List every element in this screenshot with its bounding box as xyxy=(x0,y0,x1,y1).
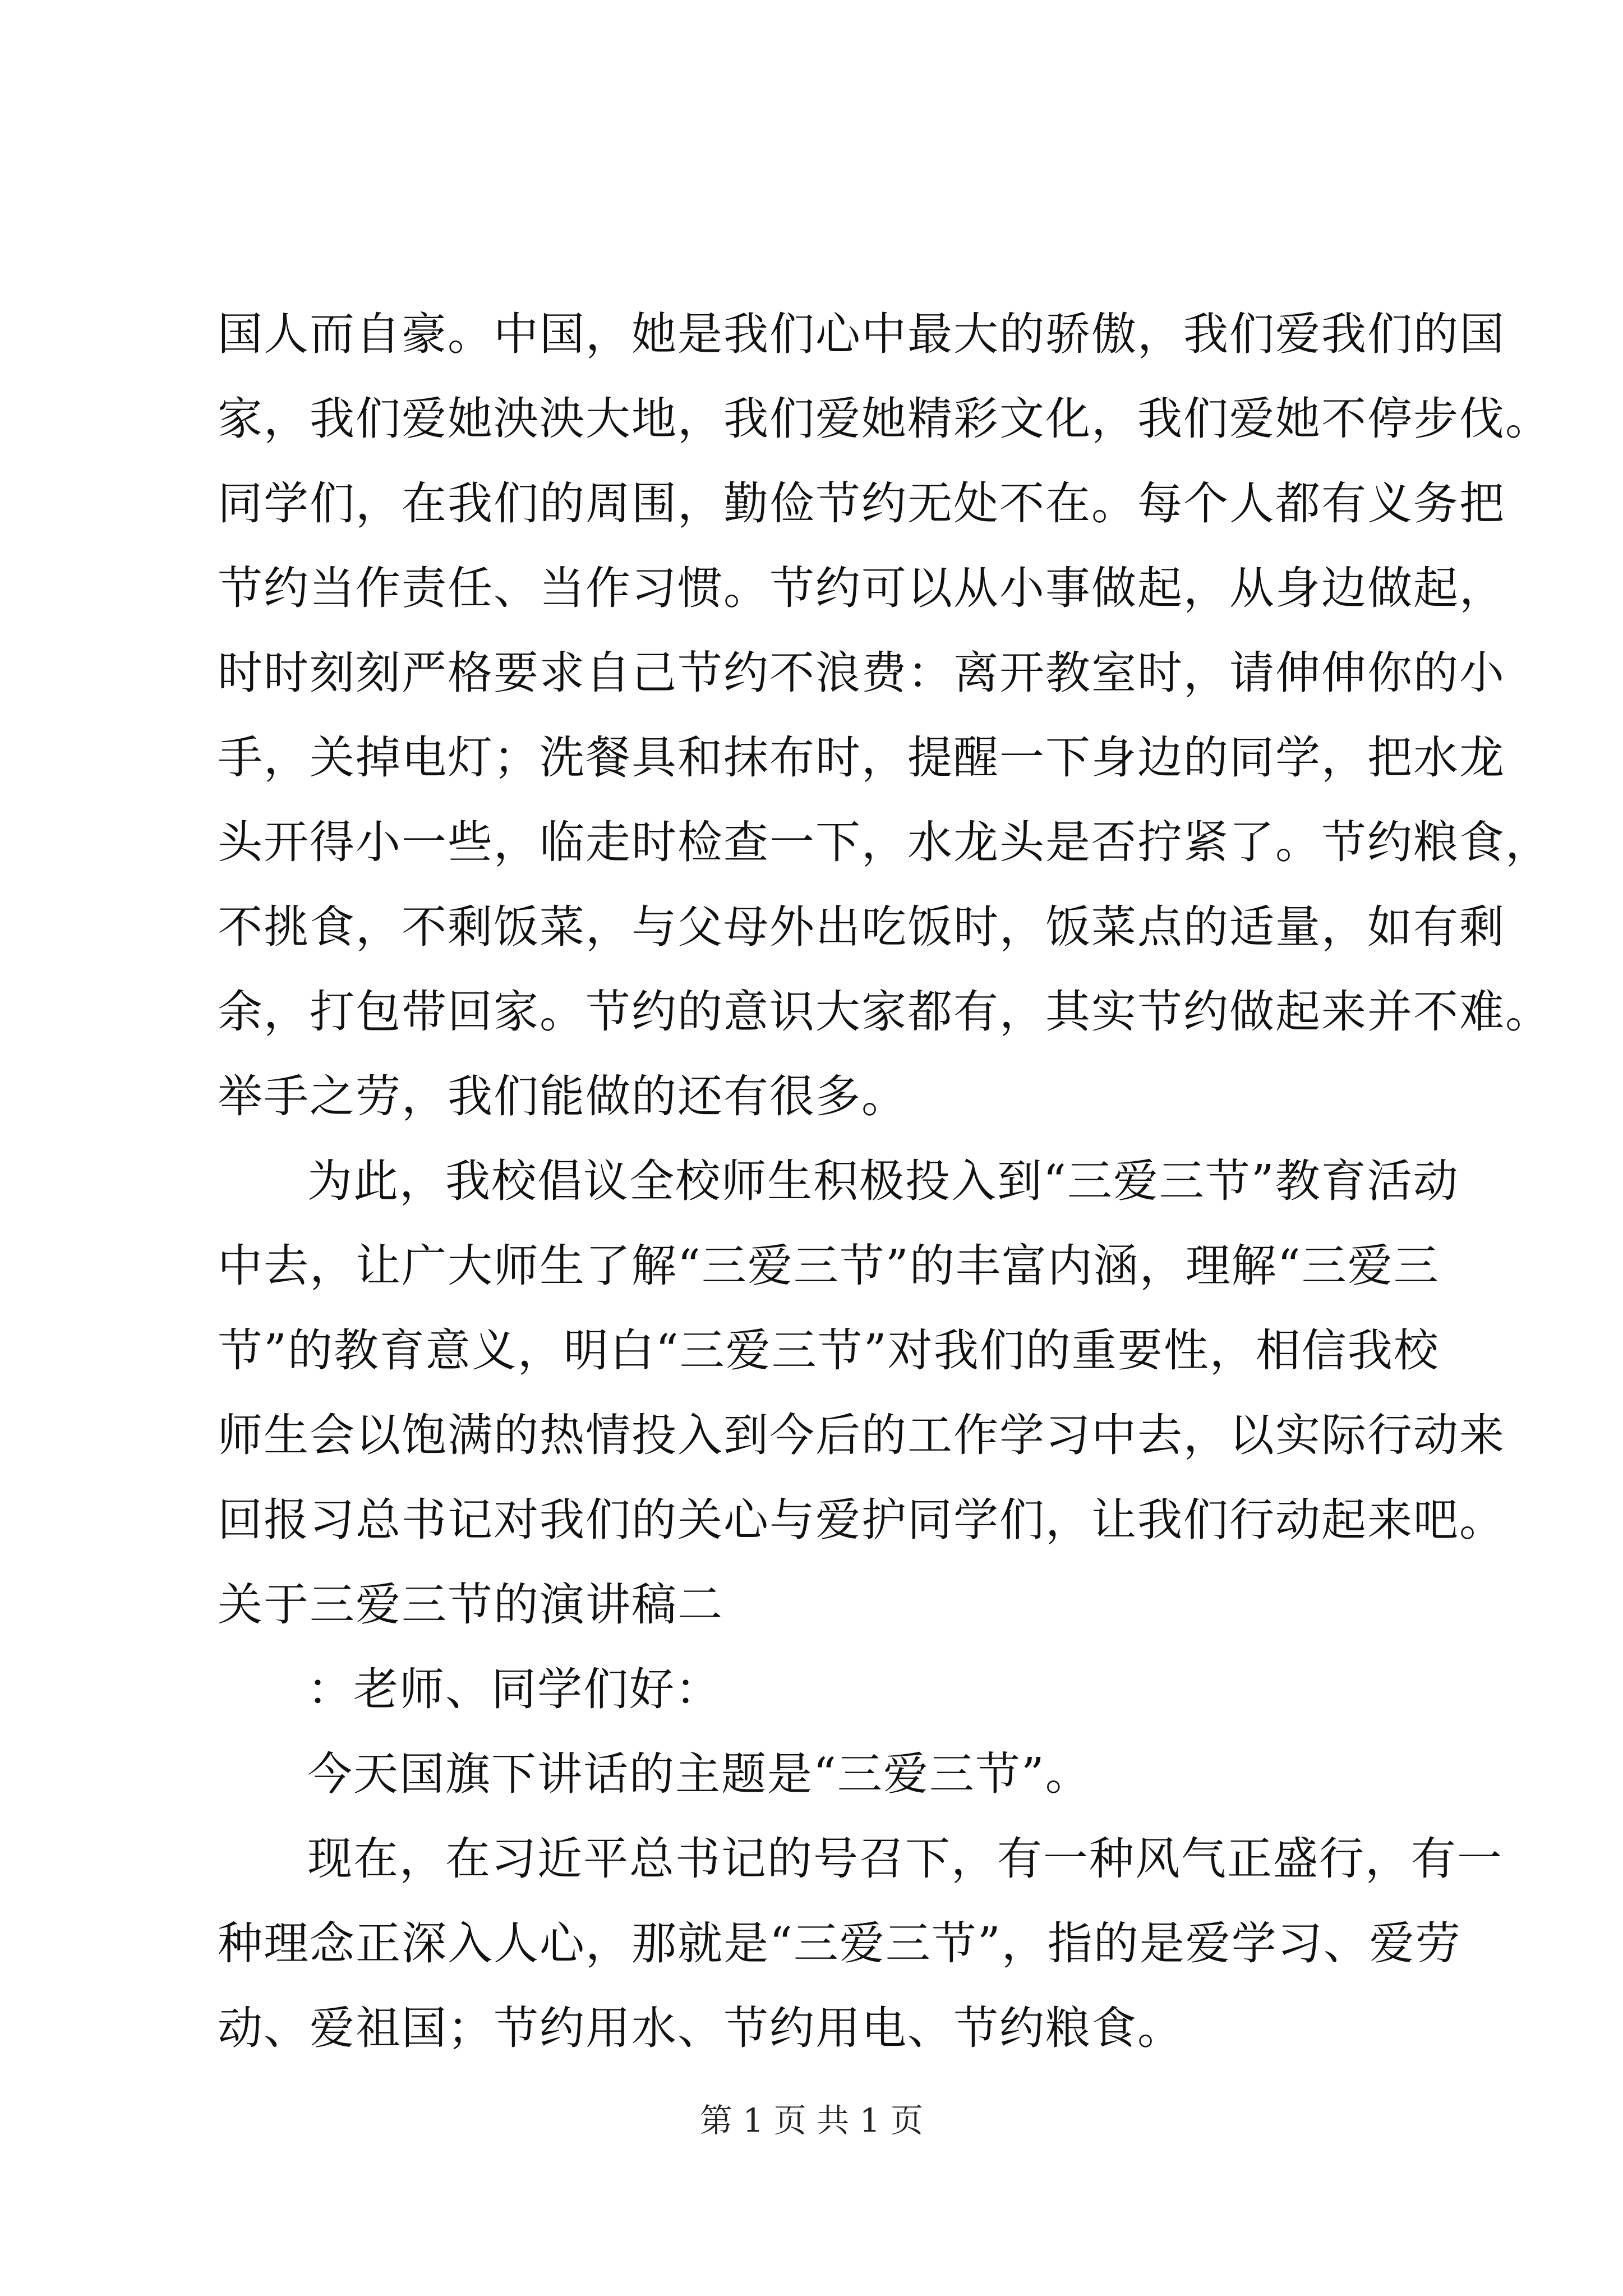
text-line: 回报习总书记对我们的关心与爱护同学们，让我们行动起来吧。 xyxy=(218,1494,1505,1546)
greeting-line: ：老师、同学们好： xyxy=(307,1663,721,1715)
text-line: 国人而自豪。中国，她是我们心中最大的骄傲，我们爱我们的国 xyxy=(218,308,1505,360)
text-line: 中去，让广大师生了解“三爱三节”的丰富内涵，理解“三爱三 xyxy=(218,1240,1440,1292)
text-line: 动、爱祖国；节约用水、节约用电、节约粮食。 xyxy=(218,2002,1183,2054)
text-line: 节约当作责任、当作习惯。节约可以从小事做起，从身边做起， xyxy=(218,562,1505,614)
text-line: 时时刻刻严格要求自己节约不浪费：离开教室时，请伸伸你的小 xyxy=(218,647,1505,699)
paragraph-first-line: 现在，在习近平总书记的号召下，有一种风气正盛行，有一 xyxy=(307,1833,1503,1885)
text-line: 余，打包带回家。节约的意识大家都有，其实节约做起来并不难。 xyxy=(218,986,1551,1038)
page-footer: 第 1 页 共 1 页 xyxy=(700,2101,923,2139)
text-line: 种理念正深入人心，那就是“三爱三节”，指的是爱学习、爱劳 xyxy=(218,1917,1461,1970)
text-line: 手，关掉电灯；洗餐具和抹布时，提醒一下身边的同学，把水龙 xyxy=(218,731,1505,784)
text-line: 师生会以饱满的热情投入到今后的工作学习中去，以实际行动来 xyxy=(218,1409,1505,1461)
text-line: 头开得小一些，临走时检查一下，水龙头是否拧紧了。节约粮食， xyxy=(218,816,1551,868)
section-heading: 关于三爱三节的演讲稿二 xyxy=(218,1579,723,1631)
text-line: 家，我们爱她泱泱大地，我们爱她精彩文化，我们爱她不停步伐。 xyxy=(218,393,1551,445)
text-line: 不挑食，不剩饭菜，与父母外出吃饭时，饭菜点的适量，如有剩 xyxy=(218,901,1505,953)
paragraph-first-line: 今天国旗下讲话的主题是“三爱三节”。 xyxy=(307,1748,1091,1800)
paragraph-first-line: 为此，我校倡议全校师生积极投入到“三爱三节”教育活动 xyxy=(307,1155,1459,1207)
text-line: 节”的教育意义，明白“三爱三节”对我们的重要性，相信我校 xyxy=(218,1324,1440,1377)
text-line: 举手之劳，我们能做的还有很多。 xyxy=(218,1070,907,1122)
text-line: 同学们，在我们的周围，勤俭节约无处不在。每个人都有义务把 xyxy=(218,477,1505,530)
document-body xyxy=(218,292,1551,2070)
